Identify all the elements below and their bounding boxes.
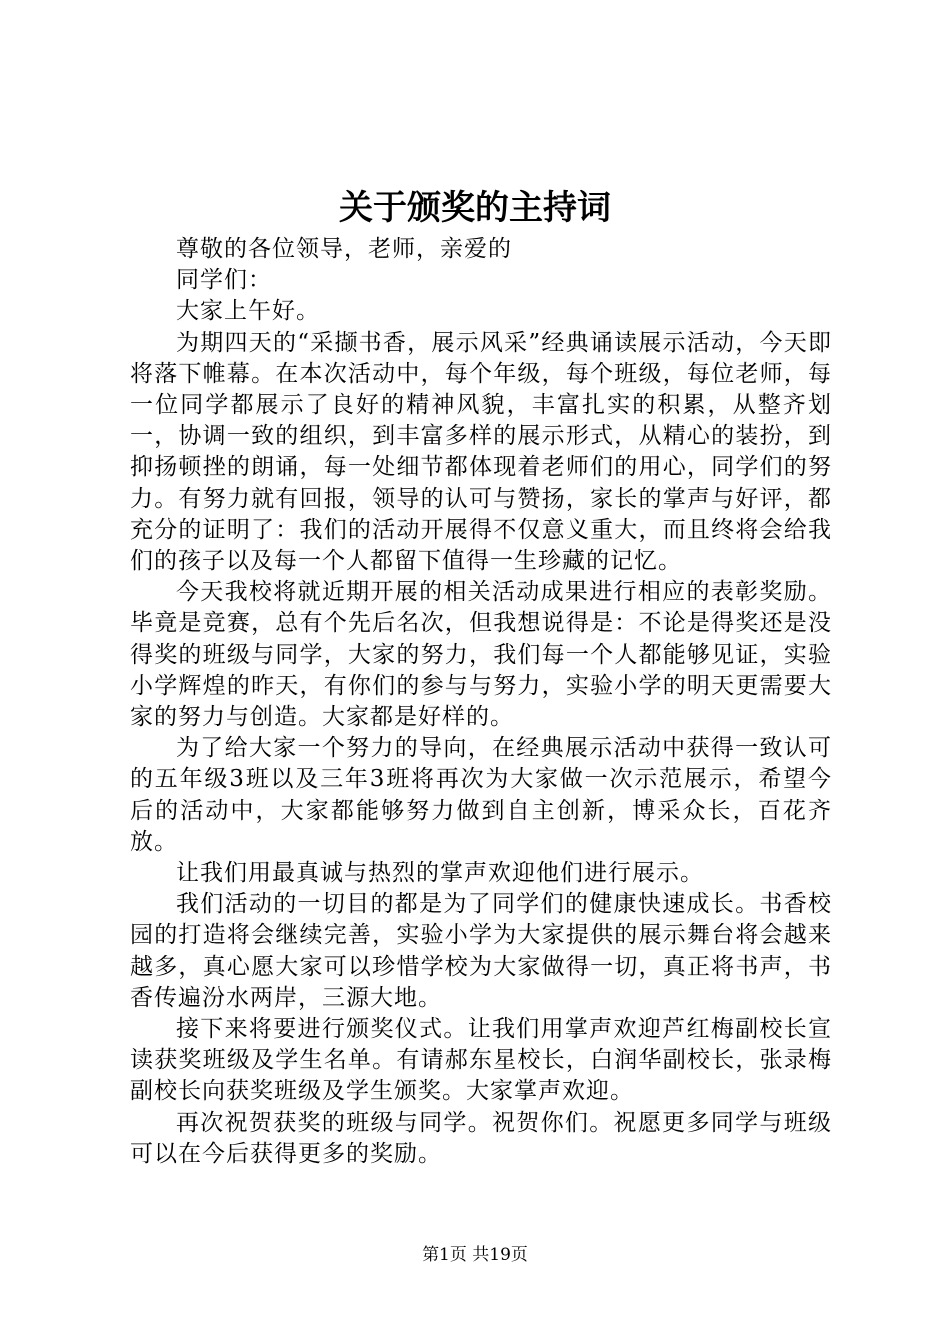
paragraph: 让我们用最真诚与热烈的掌声欢迎他们进行展示。	[176, 860, 704, 887]
greeting-line: 尊敬的各位领导，老师，亲爱的	[176, 236, 512, 262]
paragraph: 我们活动的一切目的都是为了同学们的健康快速成长。书香校园的打造将会继续完善，实验小学为大家提供的展示舞台将会越来越多，真心愿大家可以珍惜学校为大家做得一切，真正将书声，书香传遍汾水两岸，三源大地。	[130, 891, 832, 1011]
paragraph: 为期四天的“采撷书香，展示风采”经典诵读展示活动，今天即将落下帷幕。在本次活动中，每个年级，每个班级，每位老师，每一位同学都展示了良好的精神风貌，丰富扎实的积累，从整齐划一，协调一致的组织，到丰富多样的展示形式，从精心的装扮，到抑扬顿挫的朗诵，每一处细节都体现着老师们的用心，同学们的努力。有努力就有回报，领导的认可与赞扬，家长的掌声与好评，都充分的证明了：我们的活动开展得不仅意义重大，而且终将会给我们的孩子以及每一个人都留下值得一生珍藏的记忆。	[130, 329, 832, 575]
greeting-line-continued: 同学们：	[176, 267, 272, 294]
document-title: 关于颁奖的主持词	[339, 188, 611, 228]
closing-paragraph: 再次祝贺获奖的班级与同学。祝贺你们。祝愿更多同学与班级可以在今后获得更多的奖励。	[130, 1109, 832, 1167]
salutation: 大家上午好。	[176, 298, 320, 325]
paragraph: 接下来将要进行颁奖仪式。让我们用掌声欢迎芦红梅副校长宣读获奖班级及学生名单。有请郝东星校长，白润华副校长，张录梅副校长向获奖班级及学生颁奖。大家掌声欢迎。	[130, 1016, 832, 1105]
paragraph: 今天我校将就近期开展的相关活动成果进行相应的表彰奖励。毕竟是竞赛，总有个先后名次，但我想说得是：不论是得奖还是没得奖的班级与同学，大家的努力，我们每一个人都能够见证，实验小学辉煌的昨天，有你们的参与与努力，实验小学的明天更需要大家的努力与创造。大家都是好样的。	[130, 579, 832, 731]
paragraph: 为了给大家一个努力的导向，在经典展示活动中获得一致认可的五年级3班以及三年3班将再次为大家做一次示范展示，希望今后的活动中，大家都能够努力做到自主创新，博采众长，百花齐放。	[130, 735, 832, 855]
page-footer: 第1页 共19页	[422, 1245, 528, 1265]
document-body	[130, 234, 832, 1170]
